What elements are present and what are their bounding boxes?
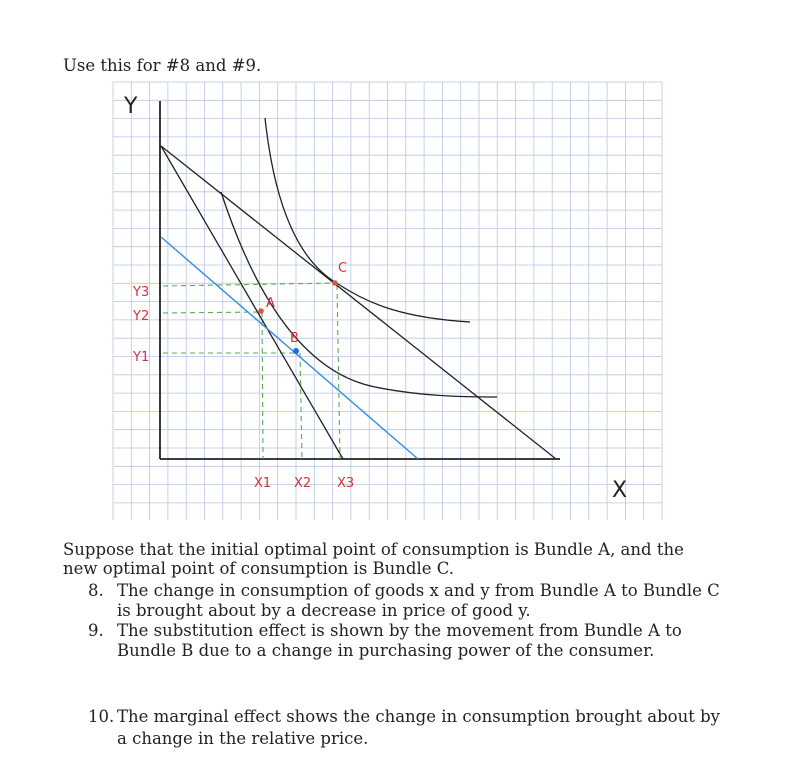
guide-x1 <box>262 312 263 459</box>
y-tick-y3: Y3 <box>133 285 150 300</box>
question-text: The substitution effect is shown by the movement from Bundle A to Bundle B due to a change in purchasing power of the consumer. <box>117 621 682 660</box>
y-tick-y1: Y1 <box>133 350 150 365</box>
question-8 <box>88 581 728 621</box>
question-number: 9. <box>88 621 104 640</box>
question-9 <box>88 621 728 661</box>
question-list <box>88 581 728 661</box>
question-number: 10. <box>88 707 115 726</box>
initial-budget-line <box>161 146 343 459</box>
x-tick-x3: X3 <box>337 476 355 491</box>
new-budget-line <box>161 146 556 459</box>
point-b-marker <box>293 348 299 354</box>
graph-paper-grid <box>113 82 662 520</box>
y-tick-y2: Y2 <box>133 309 150 324</box>
point-b-label: B <box>290 331 299 346</box>
axes <box>160 101 560 459</box>
guide-x2 <box>300 353 302 459</box>
scenario-paragraph: Suppose that the initial optimal point of consumption is Bundle A, and the new optimal point of consumption is Bundle C. <box>63 540 684 578</box>
point-a-marker <box>258 308 264 314</box>
x-tick-x2: X2 <box>294 476 312 491</box>
question-text: The change in consumption of goods x and y from Bundle A to Bundle C is brought about by a decrease in price of good y. <box>117 581 720 620</box>
instruction-text: Use this for #8 and #9. <box>63 56 262 75</box>
question-text: The marginal effect shows the change in consumption brought about by a change in the relative price. <box>117 707 720 748</box>
point-a-label: A <box>266 296 275 311</box>
y-axis-label: Y <box>124 94 138 119</box>
compensated-budget-line <box>161 237 418 459</box>
point-c-label: C <box>338 261 348 276</box>
question-10 <box>88 706 728 750</box>
x-axis-label: X <box>612 478 628 503</box>
point-c-marker <box>332 280 338 286</box>
x-tick-x1: X1 <box>254 476 272 491</box>
question-number: 8. <box>88 581 104 600</box>
guide-lines <box>163 283 340 459</box>
